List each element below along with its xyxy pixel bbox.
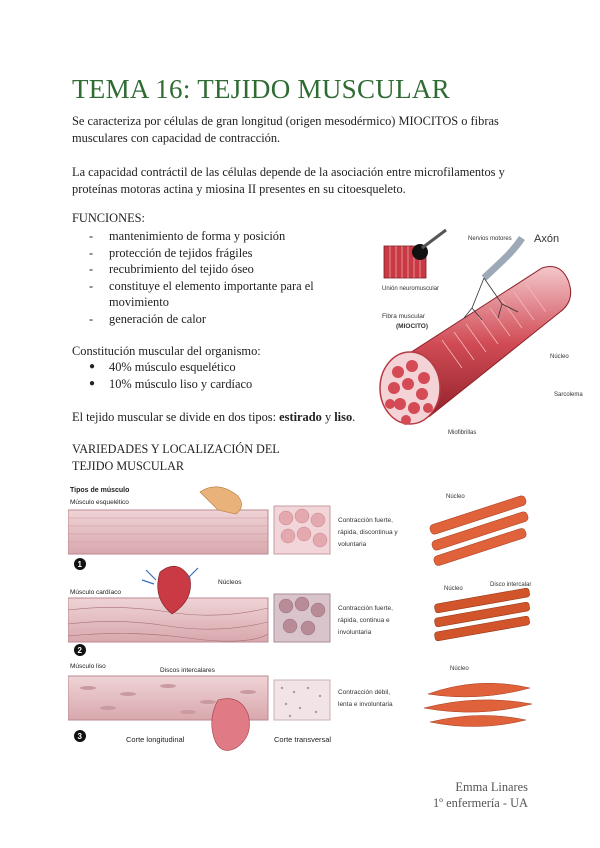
esqueletico-label: Músculo esquelético bbox=[70, 499, 129, 506]
estirado-term: estirado bbox=[279, 410, 322, 424]
smooth-cross-section bbox=[274, 680, 330, 720]
desc3-line1: Contracción débil, bbox=[338, 689, 391, 696]
skeletal-cells bbox=[429, 495, 529, 567]
constitucion-list bbox=[72, 359, 252, 392]
funciones-heading: FUNCIONES: bbox=[72, 211, 145, 225]
list-item: - recubrimiento del tejido óseo bbox=[89, 262, 254, 276]
cardiaco-label: Músculo cardíaco bbox=[70, 589, 121, 596]
svg-text:2: 2 bbox=[77, 646, 82, 655]
svg-text:3: 3 bbox=[77, 732, 82, 741]
list-item: - constituye el elemento importante para el movimiento bbox=[89, 278, 314, 309]
types-header: Tipos de músculo bbox=[70, 487, 130, 494]
fibra-label: Fibra muscular bbox=[382, 313, 425, 320]
liso-term: liso bbox=[334, 410, 353, 424]
intro-paragraph: Se caracteriza por células de gran longitud (origen mesodérmico) MIOCITOS o fibras musculares con capacidad de contracción. bbox=[72, 114, 499, 145]
desc2-line3: involuntaria bbox=[338, 629, 372, 636]
miofibrillas-label: Miofibrillas bbox=[448, 430, 477, 436]
list-item: - protección de tejidos frágiles bbox=[89, 245, 253, 260]
nervios-label: Nervios motores bbox=[468, 236, 512, 242]
list-item: ● 10% músculo liso y cardíaco bbox=[89, 376, 253, 391]
desc1-line3: voluntaria bbox=[338, 541, 367, 548]
axon-label: Axón bbox=[534, 233, 560, 245]
union-label: Unión neuromuscular bbox=[382, 286, 440, 292]
muscle-fiber-figure bbox=[372, 208, 598, 440]
nucleo3-label: Núcleo bbox=[450, 666, 469, 672]
disco-intercalar-label: Disco intercalar bbox=[490, 582, 532, 588]
constitucion-heading: Constitución muscular del organismo: bbox=[72, 344, 261, 358]
nucleo-label: Núcleo bbox=[550, 354, 569, 360]
nucleo2-label: Núcleo bbox=[444, 586, 463, 592]
liso-label: Músculo liso bbox=[70, 663, 106, 670]
cardiac-cells bbox=[434, 588, 530, 642]
contractil-paragraph: La capacidad contráctil de las células depende de la asociación entre microfilamentos y proteínas motoras actina y miosina II presentes en su citoesqueleto. bbox=[72, 165, 505, 196]
sarcolema-label: Sarcolema bbox=[554, 392, 583, 398]
desc1-line1: Contracción fuerte, bbox=[338, 517, 393, 524]
corte-transversal-label: Corte transversal bbox=[274, 735, 332, 744]
nucleos-label: Núcleos bbox=[218, 579, 242, 586]
desc1-line2: rápida, discontinua y bbox=[338, 529, 398, 536]
tipos-paragraph: El tejido muscular se divide en dos tipos: estirado y liso. bbox=[72, 410, 356, 424]
skeletal-band bbox=[68, 510, 268, 554]
nucleo1-label: Núcleo bbox=[446, 494, 465, 500]
footer-author: Emma Linares bbox=[455, 780, 528, 794]
list-item: - generación de calor bbox=[89, 311, 207, 326]
desc2-line1: Contracción fuerte, bbox=[338, 605, 393, 612]
funciones-list bbox=[72, 228, 372, 327]
footer-course: 1º enfermería - UA bbox=[432, 796, 528, 810]
desc2-line2: rápida, continua e bbox=[338, 617, 390, 624]
list-item: ● 40% músculo esquelético bbox=[89, 360, 236, 374]
corte-longitudinal-label: Corte longitudinal bbox=[126, 735, 185, 744]
variedades-heading: VARIEDADES Y LOCALIZACIÓN DEL TEJIDO MUSCULAR bbox=[72, 442, 280, 473]
svg-text:1: 1 bbox=[77, 560, 82, 569]
page-title: TEMA 16: TEJIDO MUSCULAR bbox=[72, 74, 450, 104]
smooth-cells bbox=[424, 683, 532, 726]
miocito-label: (MIOCITO) bbox=[396, 323, 429, 330]
discos-label: Discos intercalares bbox=[160, 667, 215, 674]
desc3-line2: lenta e involuntaria bbox=[338, 701, 393, 708]
intestine-icon bbox=[212, 699, 250, 751]
muscle-types-figure bbox=[68, 480, 542, 762]
list-item: - mantenimiento de forma y posición bbox=[89, 229, 286, 243]
